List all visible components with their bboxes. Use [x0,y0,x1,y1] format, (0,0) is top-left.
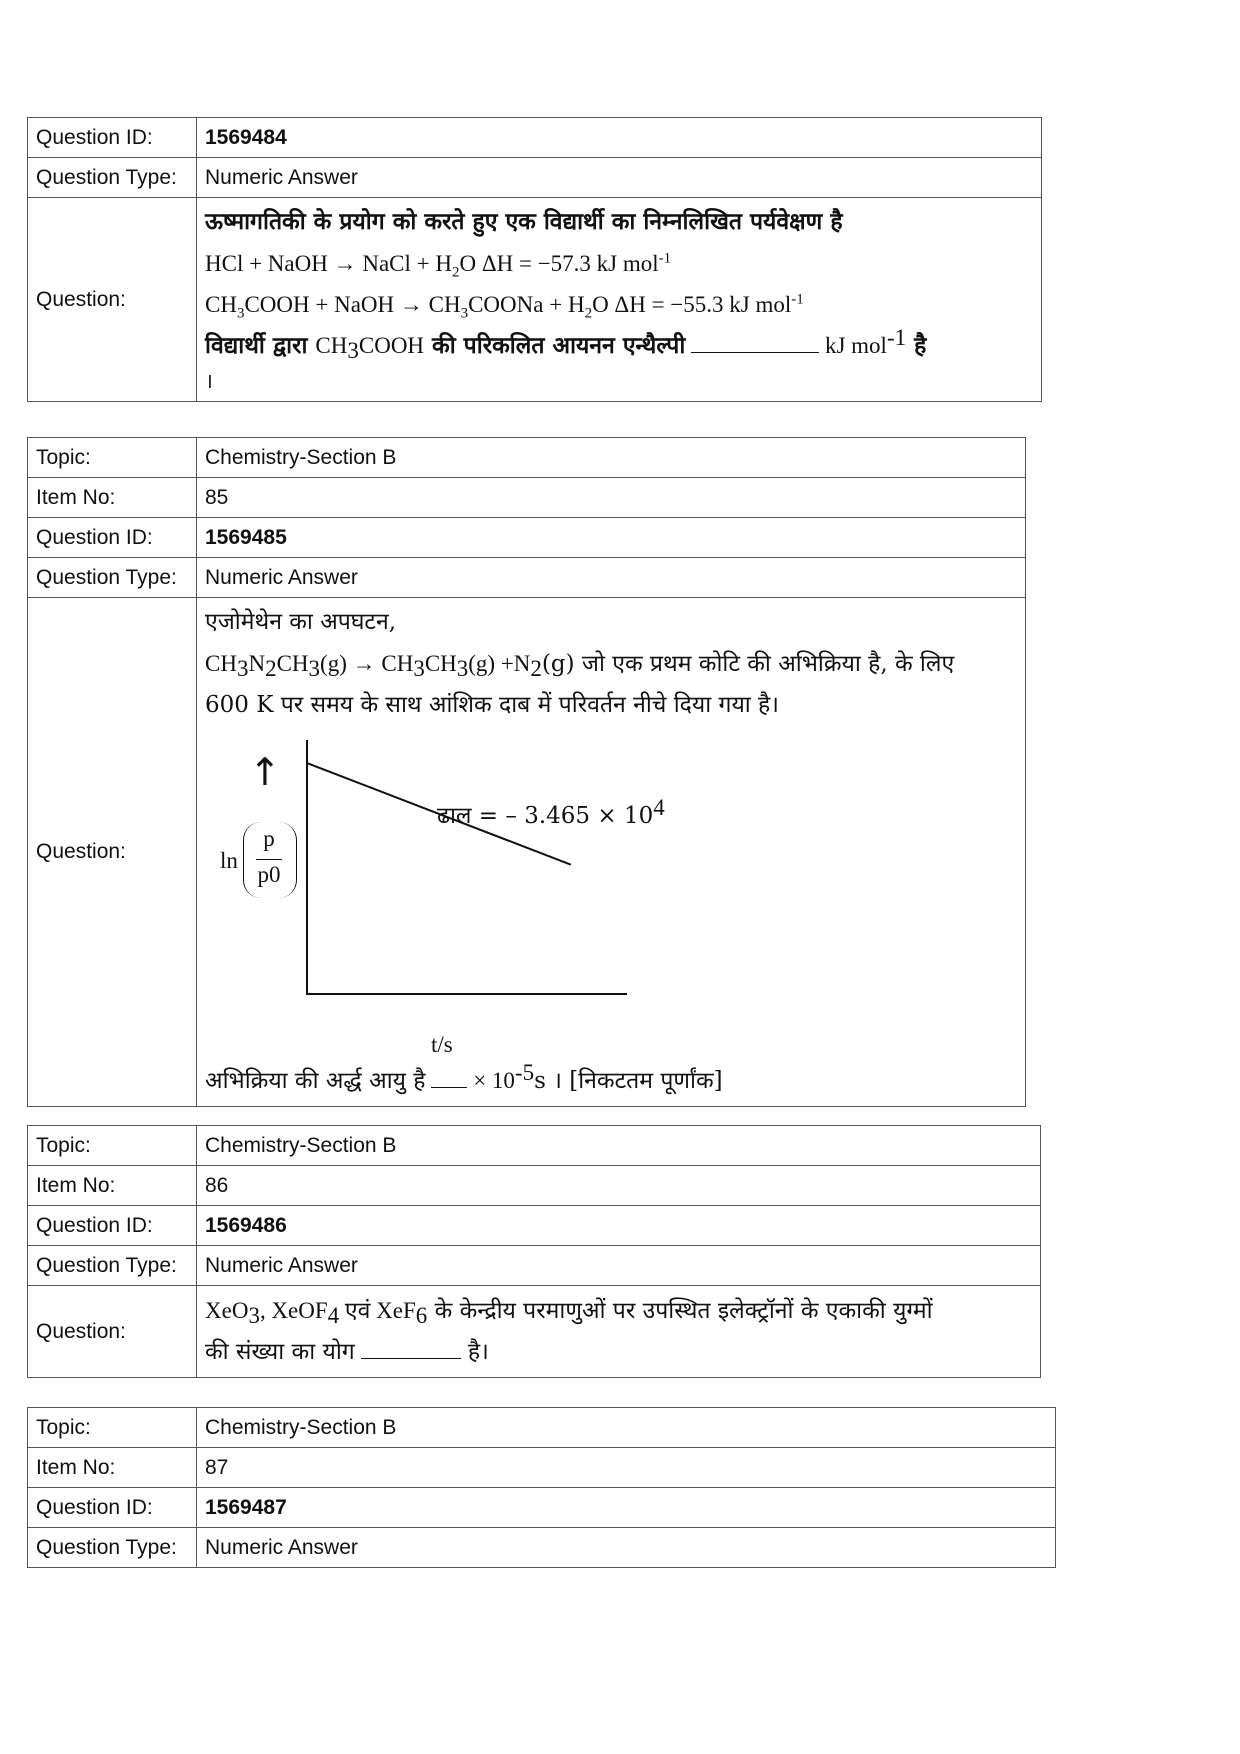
label-question-type: Question Type: [28,1246,197,1286]
label-topic: Topic: [28,1126,197,1166]
graph-ln-p-vs-t [207,730,665,1030]
question-type-value: Numeric Answer [197,1528,1056,1568]
slope-annotation: ढाल = – $3.465 \times 10^4$ [437,795,665,829]
question-body [197,198,1042,402]
topic-value: Chemistry-Section B [197,1126,1041,1166]
y-axis-arrow: ↑ [249,750,281,794]
question-line-2: की संख्या का योग है। [205,1339,489,1365]
label-question-id: Question ID: [28,1206,197,1246]
item-no-value: 86 [197,1166,1041,1206]
equation-ch3cooh-naoh: $CH_3COOH$ + NaOH → $CH_3COONa + H_2O$ ΔH = −55.3 kJ mol$^{-1}$ [205,291,804,322]
topic-value: Chemistry-Section B [197,1408,1056,1448]
reaction-line: $CH_3N_2CH_3(g) \to CH_3CH_3(g) +N_2(g)$ जो एक प्रथम कोटि की अभिक्रिया है, के लिए [205,651,955,682]
question-intro-line: ऊष्मागतिकी के प्रयोग को करते हुए एक विद्यार्थी का निम्नलिखित पर्यवेक्षण है [205,209,843,235]
condition-line: 600 K पर समय के साथ आंशिक दाब में परिवर्तन नीचे दिया गया है। [205,692,779,718]
label-question-type: Question Type: [28,558,197,598]
label-question: Question: [28,1286,197,1378]
label-question-id: Question ID: [28,518,197,558]
item-no-value: 87 [197,1448,1056,1488]
question-body [197,1286,1041,1378]
half-life-line: अभिक्रिया की अर्द्ध आयु है × $10^{-5}s$ । [निकटतम पूर्णांक] [205,1060,723,1094]
question-id-value: 1569486 [197,1206,1041,1246]
label-item-no: Item No: [28,1448,197,1488]
label-question: Question: [28,198,197,402]
y-label-denominator: p0 [257,862,281,887]
label-topic: Topic: [28,1408,197,1448]
label-topic: Topic: [28,438,197,478]
question-body [197,598,1026,1107]
label-question-id: Question ID: [28,1488,197,1528]
question-ask-line: विद्यार्थी द्वारा $CH_3COOH$ की परिकलित आयनन एन्थैल्पी kJ mol$^{-1}$ है [205,325,927,364]
answer-blank [361,1338,461,1359]
question-table-1569487 [27,1407,1056,1568]
question-type-value: Numeric Answer [197,1246,1041,1286]
label-item-no: Item No: [28,1166,197,1206]
question-end-mark: । [205,370,213,393]
question-id-value: 1569487 [197,1488,1056,1528]
item-no-value: 85 [197,478,1026,518]
question-line-1: XeO$_3$, XeOF$_4$ एवं XeF$_6$ के केन्द्रीय परमाणुओं पर उपस्थित इलेक्ट्रॉनों के एकाकी युग्मों [205,1298,933,1329]
question-id-value: 1569485 [197,518,1026,558]
question-intro-line: एजोमेथेन का अपघटन, [205,609,397,635]
topic-value: Chemistry-Section B [197,438,1026,478]
y-axis-label-fraction [243,822,295,898]
label-question-type: Question Type: [28,158,197,198]
question-type-value: Numeric Answer [197,158,1042,198]
label-item-no: Item No: [28,478,197,518]
label-question-id: Question ID: [28,118,197,158]
answer-blank [691,332,819,353]
label-question: Question: [28,598,197,1107]
equation-hcl-naoh: HCl + NaOH → NaCl + $H_2O$ ΔH = −57.3 kJ mol$^{-1}$ [205,250,672,281]
question-id-value: 1569484 [197,118,1042,158]
y-label-numerator: p [263,826,275,851]
question-table-1569485 [27,437,1026,1107]
y-axis-label-ln: ln [220,848,238,873]
x-axis-label: t/s [431,1032,453,1057]
question-table-1569484 [27,117,1042,402]
question-type-value: Numeric Answer [197,558,1026,598]
question-table-1569486 [27,1125,1041,1378]
label-question-type: Question Type: [28,1528,197,1568]
answer-blank [431,1067,467,1088]
